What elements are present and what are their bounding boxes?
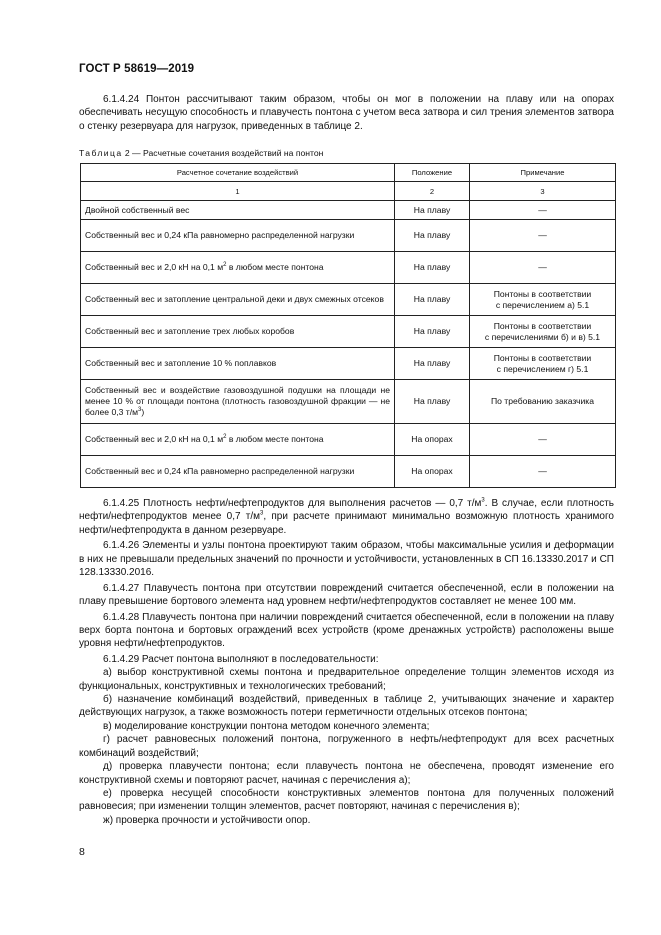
paragraph-6-1-4-29: 6.1.4.29 Расчет понтона выполняют в последовательности: <box>103 653 379 665</box>
list-item: в) моделирование конструкции понтона методом конечного элемента; <box>103 720 430 732</box>
combination-cell: Собственный вес и затопление 10 % поплавков <box>81 348 395 380</box>
table-row <box>81 380 616 424</box>
combination-cell: Собственный вес и затопление центральной деки и двух смежных отсеков <box>81 284 395 316</box>
table-caption-title: 2 — Расчетные сочетания воздействий на понтон <box>122 148 324 158</box>
note-cell: Понтоны в соответствии с перечислениями б) и в) 5.1 <box>470 316 616 348</box>
position-cell: На плаву <box>395 316 470 348</box>
note-cell: — <box>470 201 616 220</box>
note-cell: — <box>470 456 616 488</box>
loads-table <box>80 163 616 488</box>
table-row <box>81 316 616 348</box>
note-cell: — <box>470 424 616 456</box>
paragraph-6-1-4-26: 6.1.4.26 Элементы и узлы понтона проектируют таким образом, чтобы максимальные усилия и деформации в них не превышали предельных значений по прочности и устойчивости, установленных в СП 16.13330.2017 и СП 128.13330.2016. <box>79 540 614 579</box>
combination-cell: Двойной собственный вес <box>81 201 395 220</box>
header-position: Положение <box>395 164 470 182</box>
combination-cell: Собственный вес и 0,24 кПа равномерно распределенной нагрузки <box>81 220 395 252</box>
paragraph-6-1-4-28: 6.1.4.28 Плавучесть понтона при наличии повреждений считается обеспеченной, если в положении на плаву верх борта понтона и бортовых ограждений всех устройств (кроме дренажных устройств) расположены выше уровня нефти/нефтепродуктов. <box>79 611 614 650</box>
list-item: ж) проверка прочности и устойчивости опор. <box>103 814 311 826</box>
page-number: 8 <box>79 846 85 858</box>
body-text <box>79 497 614 827</box>
note-cell: — <box>470 220 616 252</box>
note-cell: Понтоны в соответствии с перечислением г) 5.1 <box>470 348 616 380</box>
position-cell: На плаву <box>395 201 470 220</box>
list-item: г) расчет равновесных положений понтона, погруженного в нефть/нефтепродукт для всех расчетных комбинаций воздействий; <box>79 734 614 759</box>
position-cell: На плаву <box>395 252 470 284</box>
paragraph-6-1-4-24: 6.1.4.24 Понтон рассчитывают таким образом, чтобы он мог в положении на плаву или на опорах обеспечивать несущую способность и плавучесть понтона с учетом веса затвора и сил трения элементов затвора о стенку резервуара для нагрузок, приведенных в таблице 2. <box>79 94 614 132</box>
position-cell: На плаву <box>395 220 470 252</box>
list-item: е) проверка несущей способности конструктивных элементов понтона для полученных положений равновесия; при изменении толщин элементов, расчет повторяют, начиная с перечисления в); <box>79 787 614 813</box>
list-item: а) выбор конструктивной схемы понтона и предварительное определение толщин элементов исходя из функциональных, конструктивных и технологических требований; <box>79 667 614 692</box>
combination-cell: Собственный вес и затопление трех любых коробов <box>81 316 395 348</box>
position-cell: На плаву <box>395 380 470 424</box>
table-row <box>81 456 616 488</box>
note-cell: Понтоны в соответствии с перечислением а) 5.1 <box>470 284 616 316</box>
table-row <box>81 284 616 316</box>
position-cell: На опорах <box>395 456 470 488</box>
combination-cell: Собственный вес и воздействие газовоздушной подушки на площади не менее 10 % от площади понтона (плотность газовоздушной фракции — не более 0,3 $т/м^3$) <box>81 380 395 424</box>
note-cell: По требованию заказчика <box>470 380 616 424</box>
position-cell: На опорах <box>395 424 470 456</box>
position-cell: На плаву <box>395 348 470 380</box>
table-header-row <box>81 164 616 182</box>
list-item: б) назначение комбинаций воздействий, приведенных в таблице 2, учитывающих значение и характер действующих нагрузок, а также возможность потери герметичности отдельных отсеков понтона; <box>79 694 614 719</box>
paragraph-6-1-4-25: 6.1.4.25 Плотность нефти/нефтепродуктов для выполнения расчетов — 0,7 $т/м^3$. В случае, если плотность нефти/нефтепродуктов менее 0,7 $т/м^3$, при расчете принимают минимально возможную плотность хранимого нефти/нефтепродукта в данном резервуаре. <box>79 497 614 536</box>
header-note: Примечание <box>470 164 616 182</box>
column-number: 2 <box>395 182 470 201</box>
table-number-row <box>81 182 616 201</box>
paragraph-6-1-4-27: 6.1.4.27 Плавучесть понтона при отсутствии повреждений считается обеспеченной, если в положении на плаву превышение бортового элемента над уровнем нефти/нефтепродуктов составляет не менее 100 мм. <box>79 582 614 608</box>
combination-cell: Собственный вес и 0,24 кПа равномерно распределенной нагрузки <box>81 456 395 488</box>
header-combination: Расчетное сочетание воздействий <box>81 164 395 182</box>
table-row <box>81 201 616 220</box>
table-caption <box>79 148 323 158</box>
list-item: д) проверка плавучести понтона; если плавучесть понтона не обеспечена, проводят изменение его конструктивной схемы и повторяют расчет, начиная с перечисления а); <box>79 761 614 786</box>
column-number: 1 <box>81 182 395 201</box>
table-row <box>81 348 616 380</box>
table-row <box>81 424 616 456</box>
combination-cell: Собственный вес и 2,0 кН на 0,1 $м^2$ в любом месте понтона <box>81 424 395 456</box>
combination-cell: Собственный вес и 2,0 кН на 0,1 $м^2$ в любом месте понтона <box>81 252 395 284</box>
table-caption-prefix: Таблица <box>79 148 123 158</box>
table-row <box>81 252 616 284</box>
note-cell: — <box>470 252 616 284</box>
position-cell: На плаву <box>395 284 470 316</box>
column-number: 3 <box>470 182 616 201</box>
document-header: ГОСТ Р 58619—2019 <box>79 63 195 75</box>
table-row <box>81 220 616 252</box>
